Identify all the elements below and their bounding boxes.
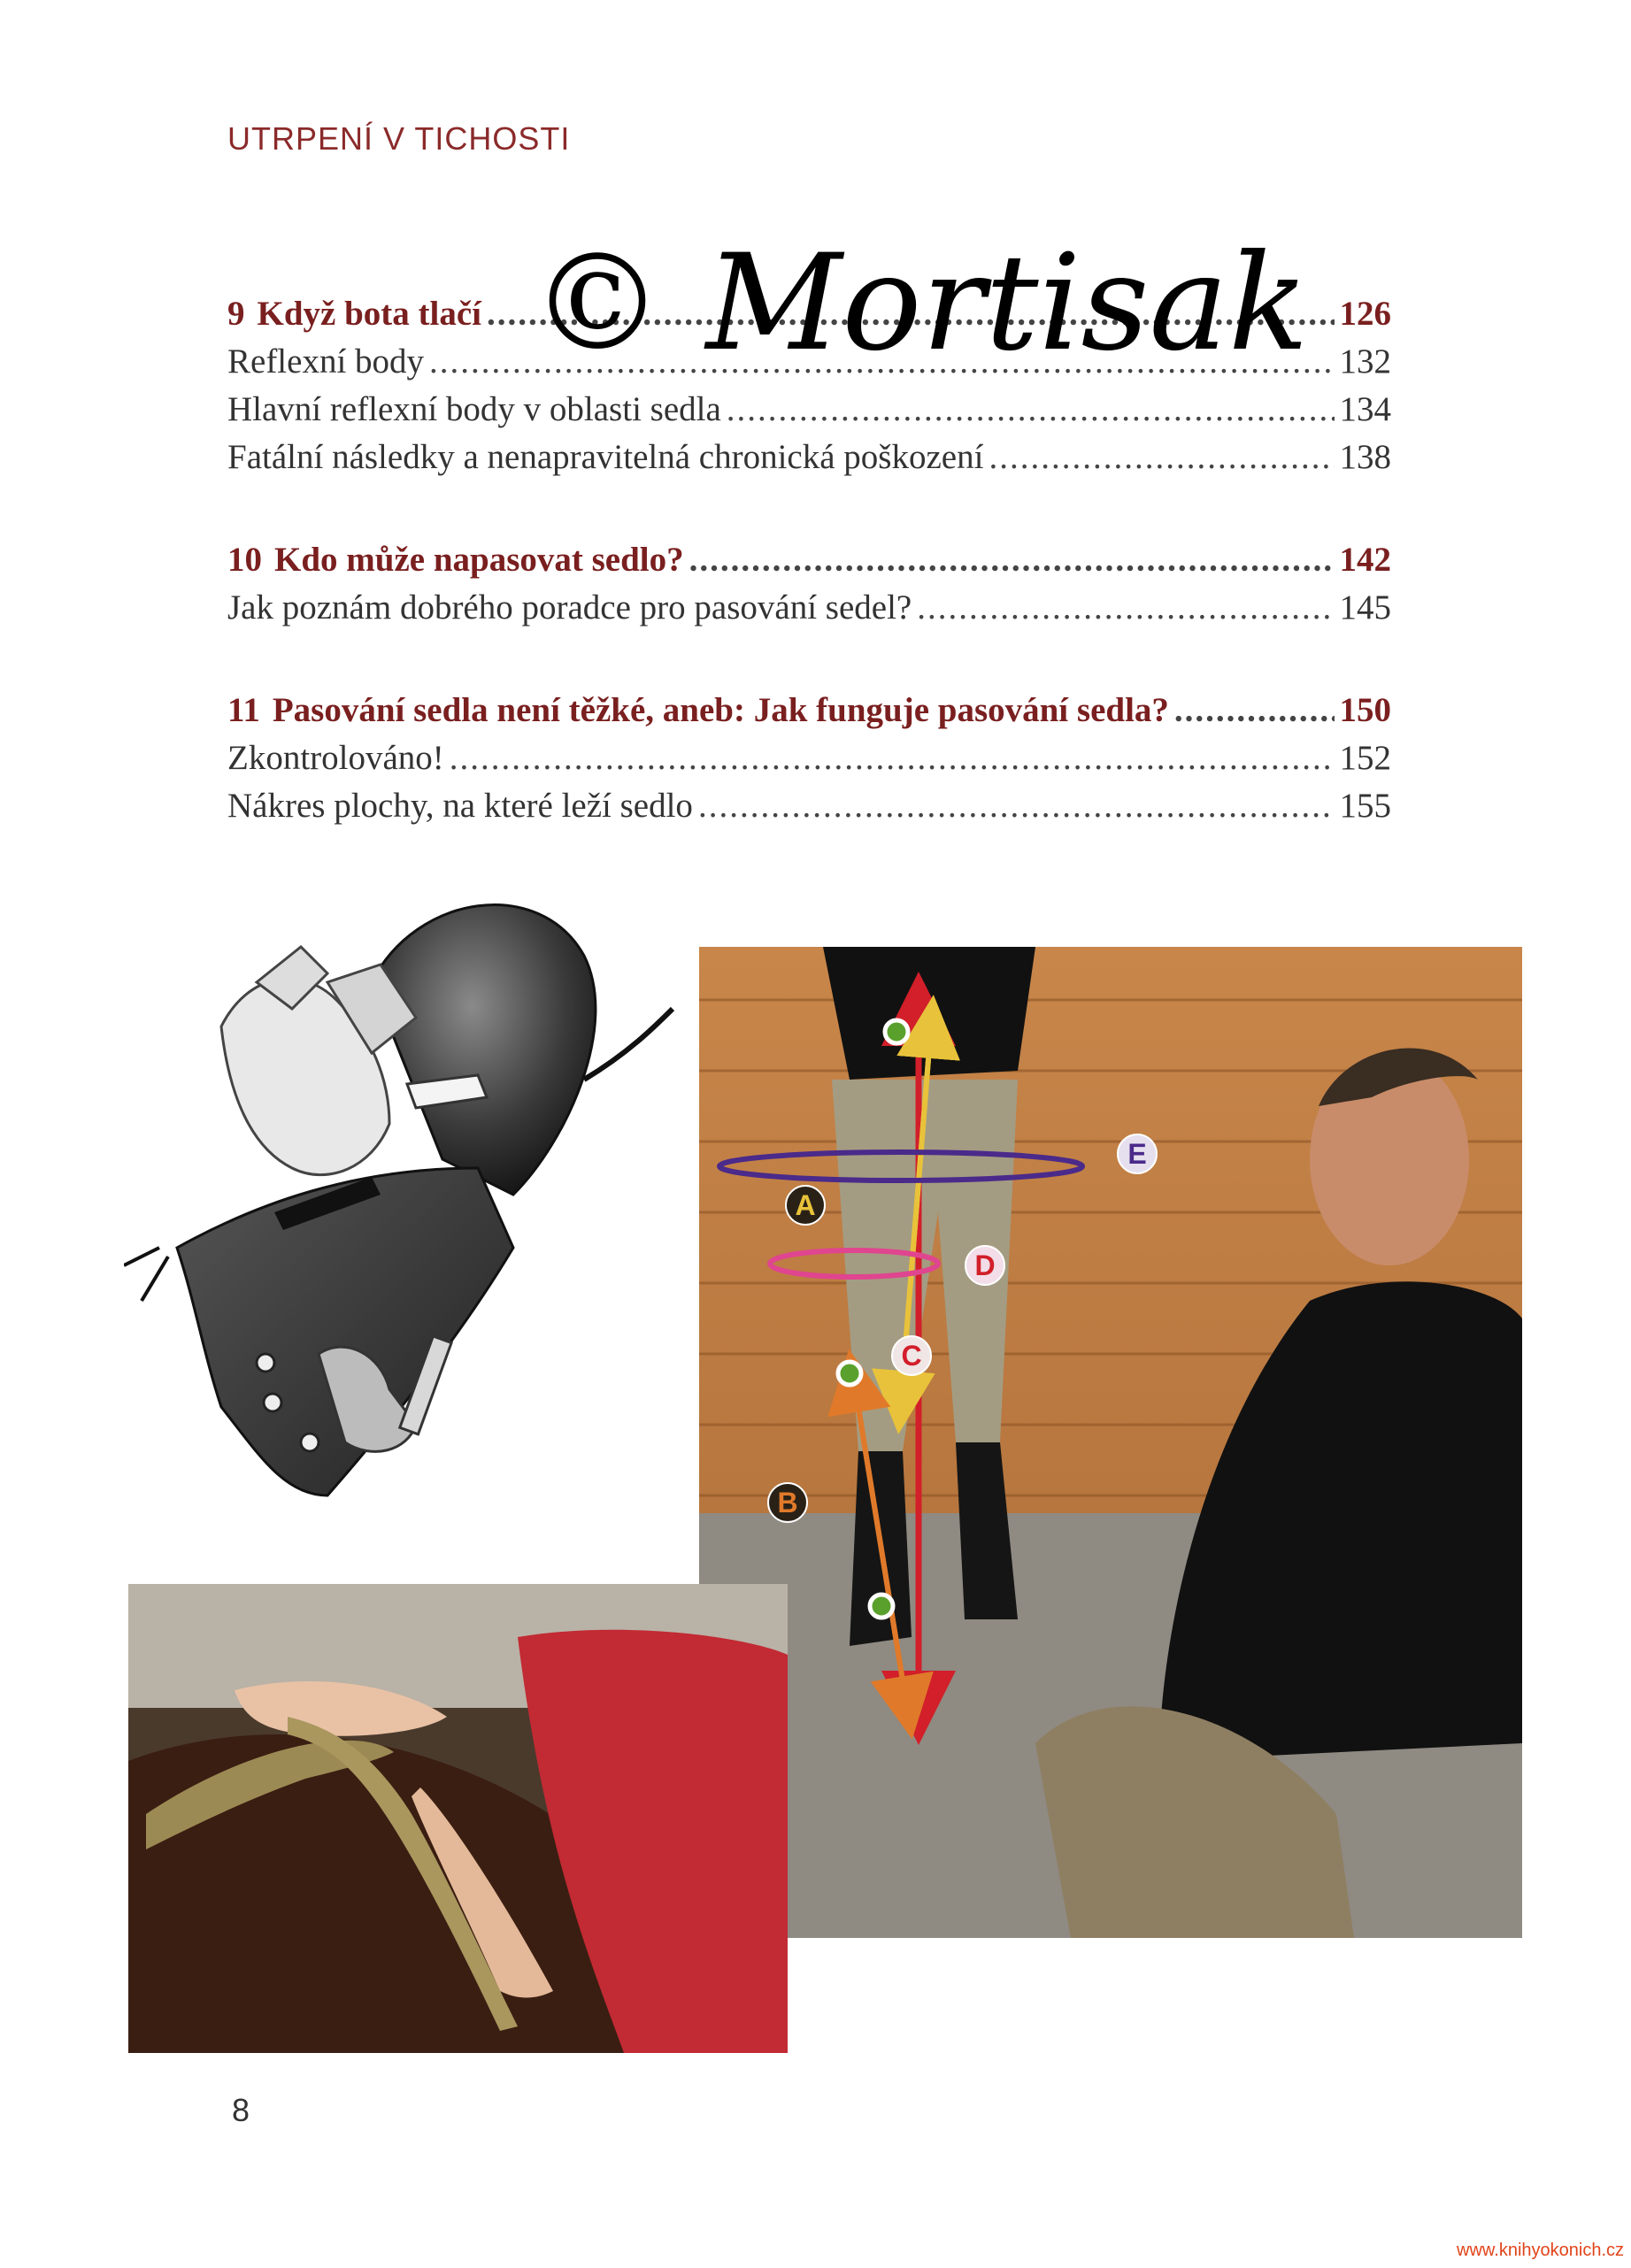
toc-entry-title: Když bota tlačí [257, 295, 481, 333]
toc-entry-page: 152 [1339, 739, 1391, 777]
toc-dot-leader [989, 434, 1334, 481]
toc-entry-title: Fatální následky a nenapravitelná chronická poškození [227, 438, 984, 476]
toc-entry-page: 134 [1339, 390, 1391, 428]
toc-entry[interactable] [227, 536, 1391, 584]
toc-chapter-number: 10 [227, 541, 262, 579]
toc-dot-leader [450, 734, 1335, 782]
website-link[interactable]: www.knihyokonich.cz [1457, 2241, 1624, 2260]
toc-chapter-number: 11 [227, 691, 260, 729]
svg-text:B: B [777, 1487, 798, 1518]
toc-entry-title: Jak poznám dobrého poradce pro pasování sedel? [227, 588, 912, 627]
toc-entry-page: 155 [1339, 787, 1391, 825]
saddle-skeleton-illustration [124, 876, 690, 1540]
label-c-marker [892, 1336, 931, 1375]
toc-entry[interactable] [227, 687, 1391, 734]
toc-entry-title: Pasování sedla není těžké, aneb: Jak funguje pasování sedla? [272, 691, 1169, 729]
toc-chapter-number: 9 [227, 295, 245, 333]
toc-section-11 [227, 687, 1391, 830]
toc-entry[interactable] [227, 734, 1391, 782]
running-header: UTRPENÍ V TICHOSTI [227, 120, 571, 157]
toc-entry-title: Reflexní body [227, 342, 425, 381]
page-number: 8 [232, 2092, 250, 2128]
toc-entry-page: 138 [1339, 438, 1391, 476]
toc-entry-page: 126 [1339, 295, 1391, 333]
label-e-marker [1118, 1134, 1157, 1173]
toc-dot-leader [698, 782, 1335, 830]
label-b-marker [768, 1483, 807, 1522]
toc-dot-leader [689, 536, 1335, 584]
svg-text:D: D [974, 1249, 996, 1281]
label-a-marker [786, 1186, 825, 1225]
toc-entry-title: Hlavní reflexní body v oblasti sedla [227, 390, 721, 428]
toc-entry[interactable] [227, 782, 1391, 830]
toc-entry-page: 145 [1339, 588, 1391, 627]
toc-entry-page: 150 [1339, 691, 1391, 729]
toc-entry-page: 142 [1339, 541, 1391, 579]
toc-entry[interactable] [227, 584, 1391, 632]
toc-entry-page: 132 [1339, 342, 1391, 381]
toc-entry-title: Nákres plochy, na které leží sedlo [227, 787, 693, 825]
hands-on-horse-withers-photo [128, 1584, 788, 2053]
svg-text:A: A [795, 1189, 816, 1221]
toc-dot-leader [1174, 687, 1335, 734]
toc-entry-title: Zkontrolováno! [227, 739, 444, 777]
svg-text:C: C [901, 1340, 922, 1372]
copyright-watermark: © Mortisak [531, 227, 1309, 381]
measurement-diagram [699, 947, 1522, 1938]
saddle-fitting-measurement-photo [699, 947, 1522, 1938]
svg-text:E: E [1127, 1138, 1147, 1170]
toc-dot-leader [727, 386, 1335, 434]
toc-entry[interactable] [227, 386, 1391, 434]
label-d-marker [966, 1246, 1004, 1285]
withers-measurement-photo [128, 1584, 788, 2053]
toc-entry-title: Kdo může napasovat sedlo? [274, 541, 684, 579]
toc-dot-leader [917, 584, 1334, 632]
toc-entry[interactable] [227, 434, 1391, 481]
toc-section-10 [227, 536, 1391, 632]
